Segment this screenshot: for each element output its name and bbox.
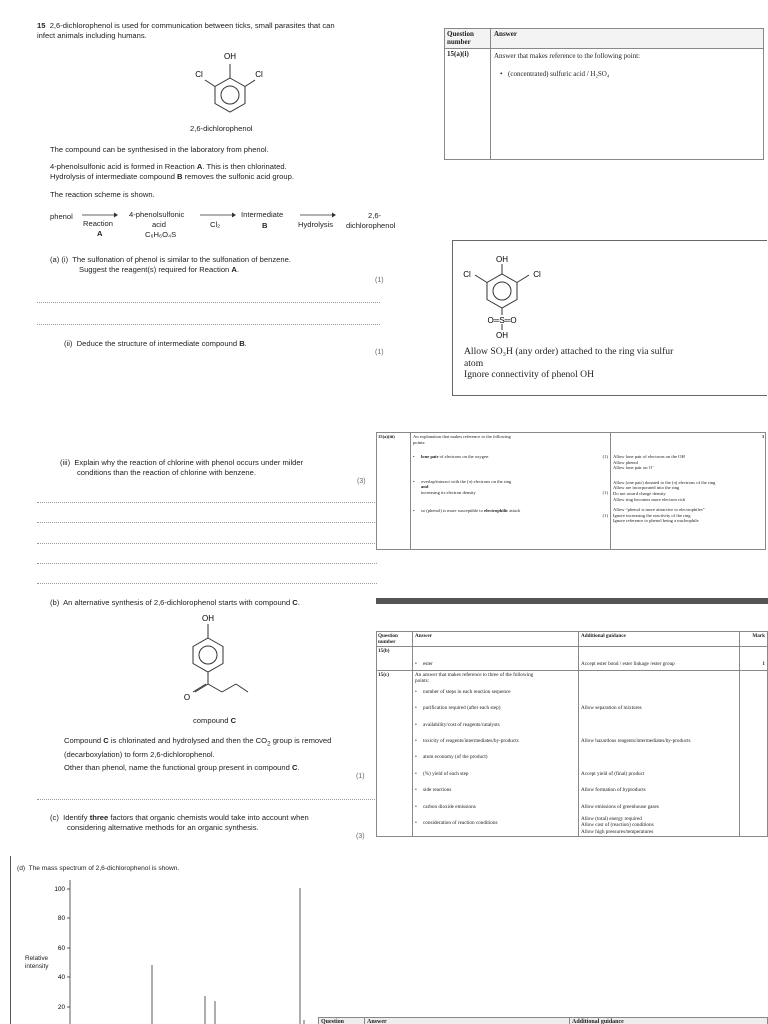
point-3: • so (phenol) is more susceptible to electrophilic attack (1)	[413, 507, 608, 519]
mark-a-i: (1)	[375, 277, 384, 284]
part-a-iii: (iii) Explain why the reaction of chlorine with phenol occurs under milder conditions than the reaction of chlorine with benzene.	[60, 458, 304, 477]
tick-40: 40	[57, 974, 65, 981]
ms-c-guidance: Allow separation of mixtures	[581, 705, 642, 712]
scheme-reaction: Reaction	[83, 219, 113, 228]
ms-c-guidance: Allow (total) energy required	[581, 815, 642, 822]
b-so2-label: O═S═O	[487, 316, 517, 325]
header-answer: Answer	[413, 632, 579, 647]
ms-c-guidance-extra: Allow high pressures/temperatures	[581, 828, 654, 835]
mark-scheme-a-i	[444, 28, 764, 160]
mark-15aiii: 3	[740, 433, 766, 550]
answer-bullet: • (concentrated) sulfuric acid / H₂SO₄	[500, 70, 610, 78]
question-number: 15	[37, 21, 46, 30]
box-bottom-border	[452, 395, 767, 396]
ms-c-point: • availability/cost of reagents/catalysts	[415, 721, 500, 728]
part-b: (b) An alternative synthesis of 2,6-dichlorophenol starts with compound C.	[50, 598, 300, 607]
part-a-i: (a) (i) The sulfonation of phenol is similar to the sulfonation of benzene. Suggest the reagent(s) required for Reaction A.	[50, 255, 291, 274]
scheme-dcp-2: dichlorophenol	[346, 221, 396, 230]
qn-15aiii: 15(a)(iii)	[377, 433, 411, 550]
header-qn: Question number	[377, 632, 413, 647]
answer-line[interactable]	[37, 583, 377, 584]
ms-c-guidance: Allow formation of byproducts	[581, 787, 646, 794]
ms-c-point: • purification required (after each step)	[415, 705, 501, 712]
b-oh2-label: OH	[496, 331, 508, 340]
arrow-cl2-icon	[200, 210, 236, 220]
ms-c-guidance: Accept yield of (final) product	[581, 770, 645, 777]
answer-line[interactable]	[37, 522, 377, 523]
part-d: (d) The mass spectrum of 2,6-dichlorophenol is shown.	[17, 865, 180, 872]
ms-c-guidance	[581, 718, 737, 734]
compound-c-caption: compound C	[193, 716, 237, 725]
c-o-label: O	[183, 693, 191, 702]
ms-b-answer: ester	[423, 661, 433, 667]
para-2: 4-phenolsulfonic acid is formed in Reaction A. This is then chlorinated. Hydrolysis of intermediate compound B removes the sulfonic acid group.	[50, 162, 294, 181]
mark-a-iii: (3)	[357, 478, 366, 485]
ms-c-point: • carbon dioxide emissions	[415, 803, 476, 810]
ms-b-guidance: Accept ester bond / ester linkage /ester group	[579, 647, 740, 671]
b-cl-left-label: Cl	[463, 270, 471, 279]
ms-c-point: • consideration of reaction conditions	[415, 819, 498, 826]
b-oh-label: OH	[496, 255, 508, 264]
header-question-number: Question number	[445, 29, 491, 49]
scheme-b: B	[262, 221, 268, 230]
reaction-scheme	[50, 210, 410, 244]
mark-scheme-b-c: Question number Answer Additional guidance Mark 15(b) • ester Accept ester bond / ester linkage /ester group 1 15(c) An answer that makes reference to three of the following points: • number of steps in each reaction sequence • purification required (after each step) • availability/cost of reagents/catalysts • toxicity of reagents/intermediates/by-products • atom economy (of the product) • (%) yield of each step • side reactions • carbon dioxide emissions • consideration of reaction conditions Allow separation of mixtures Allow hazardous reagents/intermediates/by-products Accept yield of (final) product Allow formation of byproducts Allow emissions of greenhouse gases Allow (total) energy required Allow cost of (reaction) conditions Allow high pressures/temperatures	[376, 631, 768, 837]
part-b-para-1: Compound C is chlorinated and hydrolysed and then the $CO_2$ group is removed (decarboxylation) to form 2,6-dichlorophenol.	[64, 736, 332, 759]
ms-a-ii-guidance: Allow SO₃H (any order) attached to the ring via sulfur atom Ignore connectivity of phenol OH	[464, 346, 674, 380]
part-a-ii: (ii) Deduce the structure of intermediate compound B.	[64, 339, 247, 348]
section-separator	[376, 598, 768, 604]
b-cl-right-label: Cl	[533, 270, 541, 279]
dichlorophenol-structure	[185, 48, 275, 120]
ms-c-guidance	[581, 685, 737, 701]
qn-15ai: 15(a)(i)	[445, 49, 491, 160]
ms-c-point: • toxicity of reagents/intermediates/by-products	[415, 737, 519, 744]
point-2: • overlap/interact with the (π) electrons on the ring and increasing its electron density (1)	[413, 478, 608, 495]
answer-line[interactable]	[37, 502, 377, 503]
intro-line-2: infect animals including humans.	[37, 31, 147, 40]
part-c: (c) Identify three factors that organic chemists would take into account when considering alternative methods for an organic synthesis.	[50, 813, 309, 832]
answer-line[interactable]	[37, 324, 380, 325]
para-1: The compound can be synthesised in the laboratory from phenol.	[50, 145, 269, 154]
ms-c-guidance	[581, 750, 737, 766]
structure-caption: 2,6-dichlorophenol	[190, 124, 253, 133]
ms-c-point: • side reactions	[415, 787, 452, 794]
cl-left-label: Cl	[195, 70, 203, 79]
tick-100: 100	[54, 886, 65, 893]
spectrum-ylabel: Relative intensity	[25, 955, 49, 970]
ms-c-point: • (%) yield of each step	[415, 770, 469, 777]
oh-label: OH	[224, 52, 236, 61]
answer-line[interactable]	[37, 543, 377, 544]
scheme-psa-3: C₆H₆O₄S	[145, 230, 177, 239]
point-1: • lone pair of electrons on the oxygen (1)	[413, 454, 608, 460]
ms-c-guidance: Allow hazardous reagents/intermediates/by-products	[581, 737, 691, 744]
header-answer: Answer	[491, 29, 764, 49]
scheme-phenol: phenol	[50, 212, 73, 221]
qn-15b: 15(b)	[377, 647, 413, 671]
intermediate-b-structure	[457, 252, 547, 342]
compound-c-structure	[170, 612, 260, 707]
c-oh-label: OH	[202, 614, 214, 623]
answer-line[interactable]	[37, 563, 377, 564]
tick-20: 20	[57, 1004, 65, 1011]
para-3: The reaction scheme is shown.	[50, 190, 155, 199]
scheme-psa-1: 4-phenolsulfonic	[129, 210, 185, 219]
tick-80: 80	[57, 915, 65, 922]
header-guidance: Additional guidance	[579, 632, 740, 647]
scheme-a: A	[97, 229, 103, 238]
answer-intro: Answer that makes reference to the following point:	[494, 52, 640, 60]
box-top-border	[452, 240, 767, 241]
mark-b: (1)	[356, 773, 365, 780]
arrow-hydrolysis-icon	[300, 210, 336, 220]
cl-right-label: Cl	[255, 70, 263, 79]
q15-intro	[37, 21, 377, 41]
mark-15b: 1	[740, 647, 768, 671]
scheme-psa-2: acid	[152, 220, 166, 229]
scheme-dcp-1: 2,6-	[368, 211, 382, 220]
part-b-para-2: Other than phenol, name the functional group present in compound C.	[64, 763, 300, 772]
ms-c-point: • number of steps in each reaction sequence	[415, 688, 511, 695]
box-left-border	[452, 240, 453, 396]
header-mark: Mark	[740, 632, 768, 647]
intro-line-1: 2,6-dichlorophenol is used for communication between ticks, small parasites that can	[49, 21, 335, 30]
scheme-hydrolysis: Hydrolysis	[298, 220, 334, 229]
qn-15c: 15(c)	[377, 671, 413, 837]
tick-60: 60	[57, 945, 65, 952]
ms-c-point: • atom economy (of the product)	[415, 754, 488, 761]
mark-c: (3)	[356, 833, 365, 840]
scheme-cl2: Cl₂	[210, 220, 221, 229]
answer-line[interactable]	[37, 799, 377, 800]
page-divider	[10, 856, 11, 1024]
ms-c-guidance: Allow emissions of greenhouse gases	[581, 803, 659, 810]
mass-spectrum	[48, 880, 323, 1024]
ms-c-guidance-extra: Allow cost of (reaction) conditions	[581, 822, 654, 829]
mark-a-ii: (1)	[375, 349, 384, 356]
mark-scheme-d-header: Question Answer Additional guidance	[318, 1017, 768, 1024]
answer-line[interactable]	[37, 302, 380, 303]
scheme-intermediate: Intermediate	[241, 210, 284, 219]
mark-scheme-a-iii: 15(a)(iii) An explanation that makes reference to the following points: • lone pair of electrons on the oxygen (1) • overlap/interact with the (π) electrons on the ring and increasing its electron density (1) • so (phenol) is more susceptible to electrophilic attack (1) Allow lone pair of electrons on the OH Allow phenol Allow lone pair on O⁻ Allow (one pair) donated to the (π) electrons of the ring Allow are incorporated into the ring Do not award charge density Allow ring becomes more electron rich Allow “phenol is more attractive to electrophiles” Ignore increasing the reactivity of the ring Ignore reference to phenol being a nucleophile 3	[376, 432, 766, 550]
